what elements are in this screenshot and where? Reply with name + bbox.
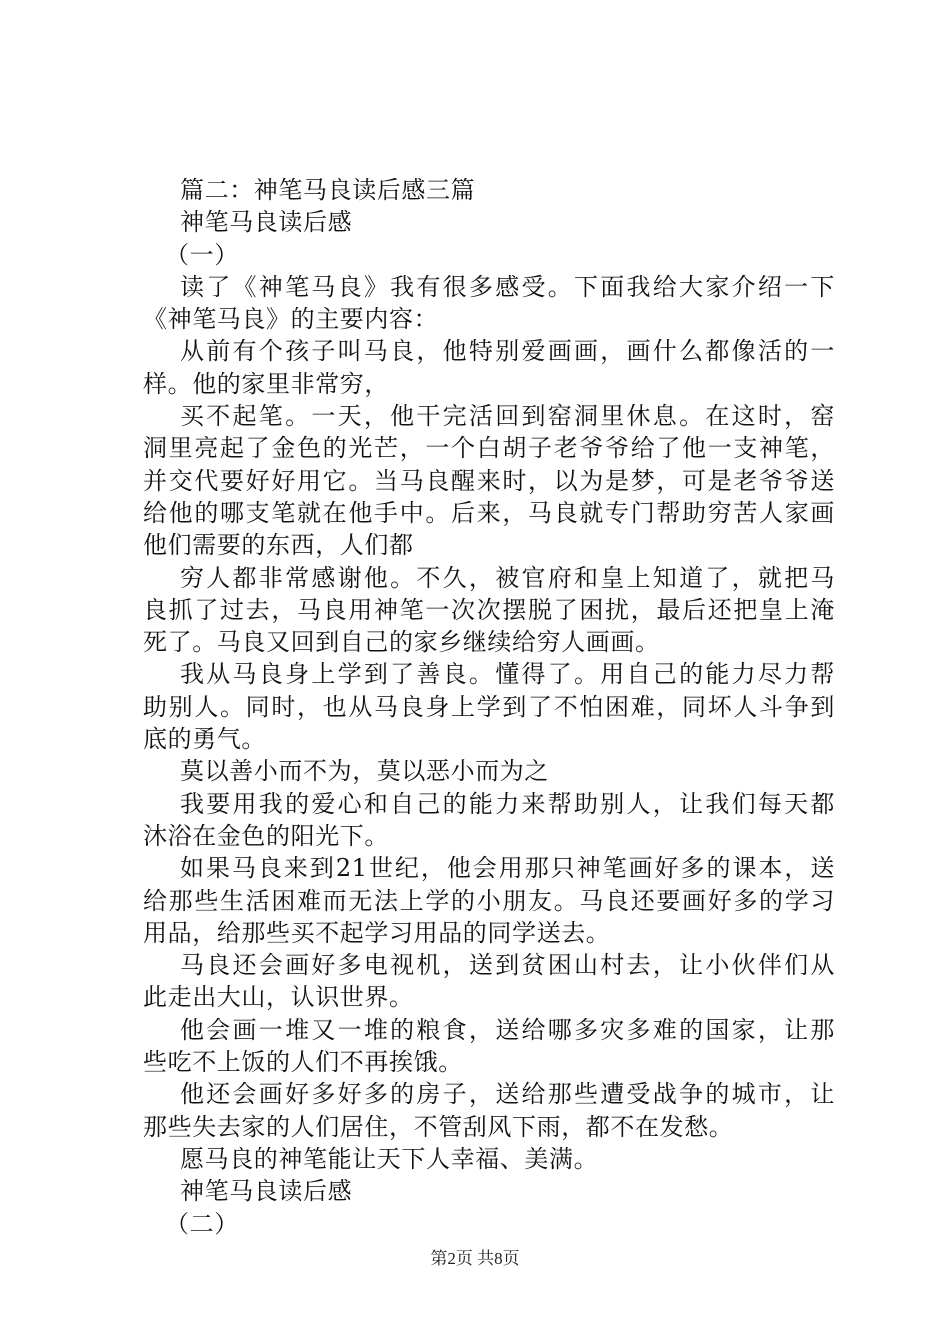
text-line: 从前有个孩子叫马良，他特别爱画画，画什么都像活的一 — [180, 337, 835, 366]
text-line: 给那些生活困难而无法上学的小朋友。马良还要画好多的学习 — [143, 886, 835, 915]
text-line: 买不起笔。一天，他干完活回到窑洞里休息。在这时，窑 — [180, 402, 835, 431]
text-line: 我从马良身上学到了善良。懂得了。用自己的能力尽力帮 — [180, 660, 835, 689]
text-line: 他们需要的东西，人们都 — [143, 531, 414, 560]
text-line: 样。他的家里非常穷， — [143, 369, 389, 398]
essay-title: 神笔马良读后感 — [180, 1177, 353, 1206]
text-line: 底的勇气。 — [143, 725, 266, 754]
text-line: 我要用我的爱心和自己的能力来帮助别人，让我们每天都 — [180, 789, 835, 818]
text-line: 莫以善小而不为，莫以恶小而为之 — [180, 757, 549, 786]
text-line: 并交代要好好用它。当马良醒来时，以为是梦，可是老爷爷送 — [143, 466, 835, 495]
text-line: 马良还会画好多电视机，送到贫困山村去，让小伙伴们从 — [180, 951, 835, 980]
text-line: 《神笔马良》的主要内容： — [143, 305, 439, 334]
text-line: 用品，给那些买不起学习用品的同学送去。 — [143, 918, 611, 947]
text-line: 此走出大山，认识世界。 — [143, 983, 414, 1012]
text-line: 他会画一堆又一堆的粮食，送给哪多灾多难的国家，让那 — [180, 1015, 835, 1044]
essay-part-label: （二） — [165, 1209, 239, 1238]
page-number-footer: 第2页 共8页 — [430, 1249, 520, 1268]
text-line: 愿马良的神笔能让天下人幸福、美满。 — [180, 1144, 599, 1173]
text-line: 穷人都非常感谢他。不久，被官府和皇上知道了，就把马 — [180, 563, 835, 592]
text-line: 给他的哪支笔就在他手中。后来，马良就专门帮助穷苦人家画 — [143, 498, 835, 527]
text-line: 良抓了过去，马良用神笔一次次摆脱了困扰，最后还把皇上淹 — [143, 595, 835, 624]
text-line: 死了。马良又回到自己的家乡继续给穷人画画。 — [143, 628, 660, 657]
document-body — [143, 174, 835, 1240]
text-line: 那些失去家的人们居住，不管刮风下雨，都不在发愁。 — [143, 1112, 734, 1141]
text-line: 沐浴在金色的阳光下。 — [143, 821, 389, 850]
section-heading: 篇二：神笔马良读后感三篇 — [180, 176, 476, 204]
text-line: 助别人。同时，也从马良身上学到了不怕困难，同坏人斗争到 — [143, 692, 835, 721]
essay-title: 神笔马良读后感 — [180, 208, 353, 237]
text-line: 读了《神笔马良》我有很多感受。下面我给大家介绍一下 — [180, 272, 835, 301]
text-line: 他还会画好多好多的房子，送给那些遭受战争的城市，让 — [180, 1080, 835, 1109]
text-line: 洞里亮起了金色的光芒，一个白胡子老爷爷给了他一支神笔， — [143, 434, 835, 463]
text-line: 如果马良来到21世纪，他会用那只神笔画好多的课本，送 — [180, 854, 835, 883]
text-line: 些吃不上饭的人们不再挨饿。 — [143, 1048, 463, 1077]
essay-part-label: （一） — [165, 240, 239, 269]
